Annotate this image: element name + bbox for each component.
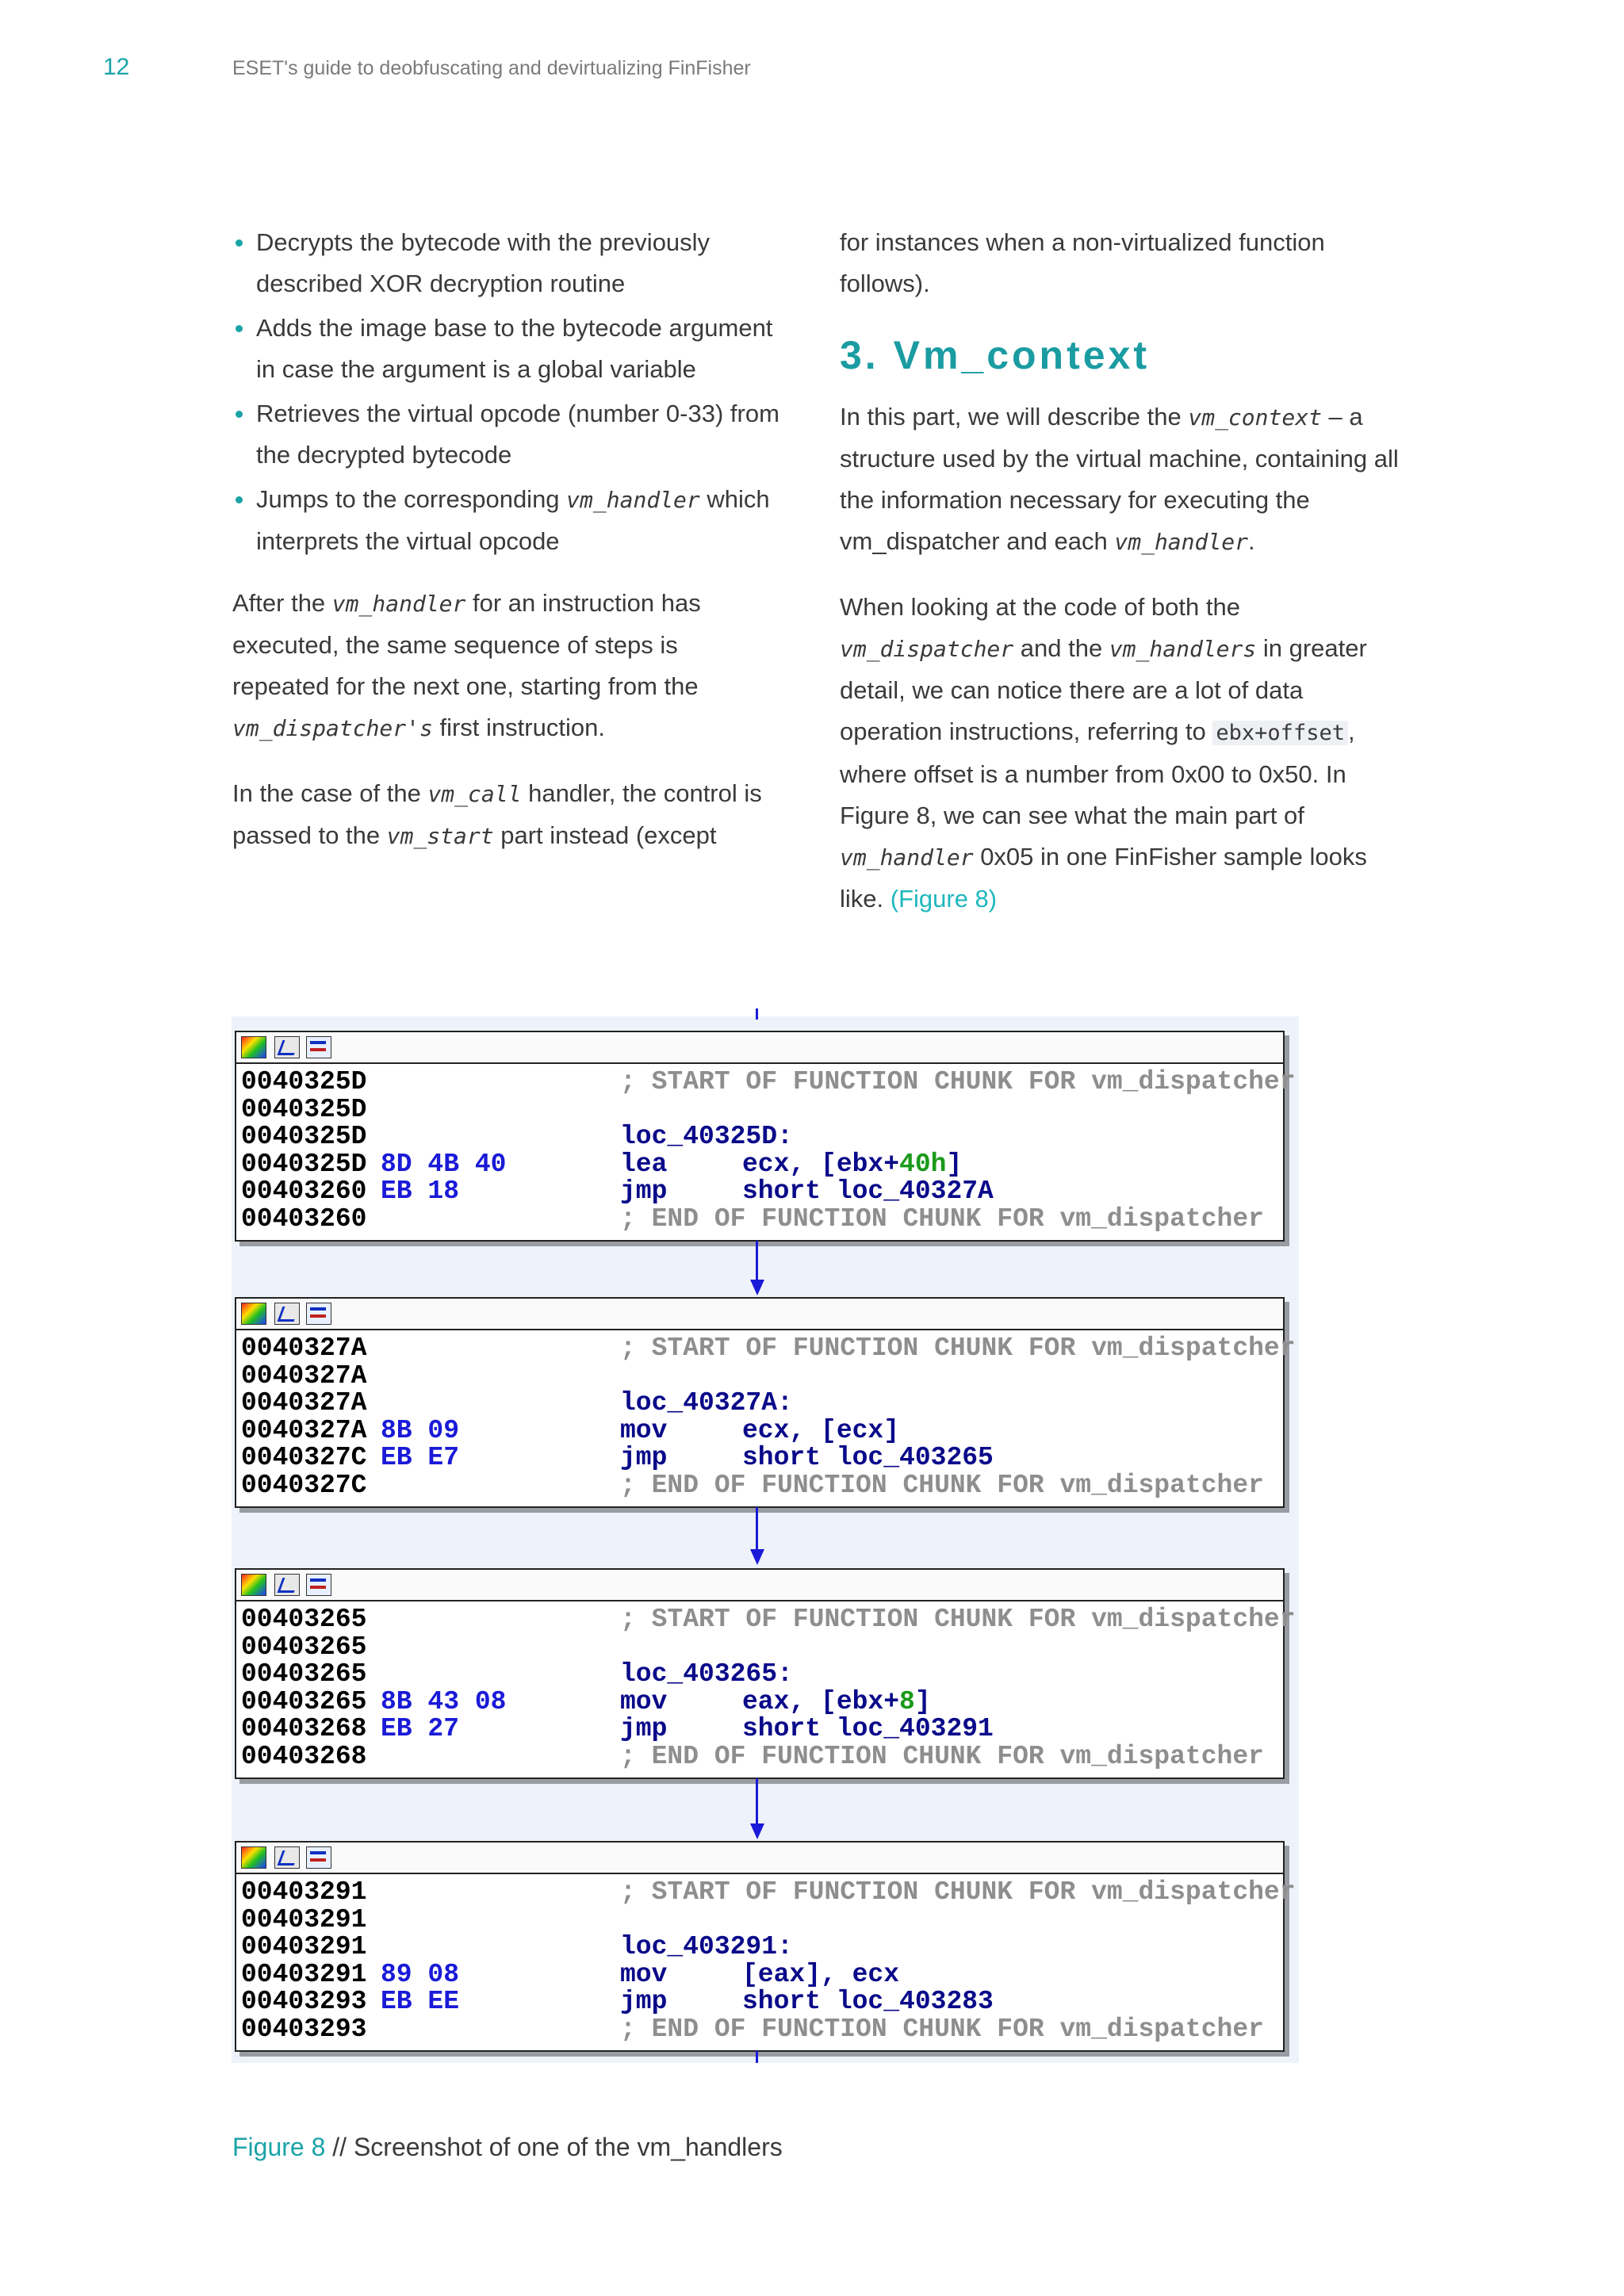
list-item: Jumps to the corresponding vm_handler which interprets the virtual opcode: [232, 479, 779, 562]
code-block[interactable]: [235, 1568, 1296, 1779]
section-heading: 3. Vm_context: [840, 333, 1151, 377]
code-line: 0040325D ; START OF FUNCTION CHUNK FOR vm_dispatcher: [241, 1067, 1296, 1096]
paragraph: for instances when a non-virtualized function follows).: [840, 228, 1325, 297]
code-line: 00403260 EB 18 jmp short loc_40327A: [241, 1177, 994, 1206]
figure-caption: Figure 8 // Screenshot of one of the vm_handlers: [232, 2133, 783, 2161]
right-column: [840, 222, 1407, 943]
graph-edge: [756, 1241, 758, 1282]
graph-view-icon[interactable]: [306, 1303, 331, 1325]
figure-link[interactable]: (Figure 8): [890, 885, 998, 913]
running-title: ESET's guide to deobfuscating and devirtualizing FinFisher: [232, 57, 751, 79]
block-toolbar: [236, 1843, 1283, 1874]
step-list: [232, 222, 779, 562]
arrow-down-icon: [750, 1280, 764, 1295]
code-block[interactable]: [235, 1841, 1296, 2052]
arrow-down-icon: [750, 1549, 764, 1565]
color-palette-icon[interactable]: [241, 1036, 266, 1058]
block-toolbar: [236, 1299, 1283, 1330]
code-line: 00403265 8B 43 08 mov eax, [ebx+8]: [241, 1686, 931, 1716]
paragraph: After the vm_handler for an instruction has executed, the same sequence of steps is repeated for the next one, starting from the vm_dispatcher's first instruction.: [232, 589, 701, 741]
code-line: 00403293 EB EE jmp short loc_403283: [241, 1987, 994, 2016]
color-palette-icon[interactable]: [241, 1574, 266, 1596]
block-toolbar: [236, 1032, 1283, 1064]
block-toolbar: [236, 1570, 1283, 1601]
left-column: [232, 222, 779, 881]
code-line: 00403265 loc_403265:: [241, 1659, 793, 1689]
graph-edge: [756, 1008, 758, 1020]
graph-edge: [756, 1507, 758, 1552]
code-line: 0040327A ; START OF FUNCTION CHUNK FOR vm_dispatcher: [241, 1334, 1296, 1363]
code-line: 00403291 89 08 mov [eax], ecx: [241, 1959, 900, 1989]
graph-view-icon[interactable]: [306, 1846, 331, 1869]
edit-icon[interactable]: [274, 1846, 300, 1869]
code-line: 00403291: [241, 1904, 367, 1934]
paragraph: When looking at the code of both the vm_dispatcher and the vm_handlers in greater detail, we can notice there are a lot of data operation instructions, referring to ebx+offset , where offset is a number from 0x00 to 0x50. In Figure 8, we can see what the main part of vm_handler 0x05 in one FinFisher sample looks like. (Figure 8): [840, 593, 1367, 913]
disassembly-figure: [232, 1016, 1299, 2063]
edit-icon[interactable]: [274, 1036, 300, 1058]
code-line: 0040327C EB E7 jmp short loc_403265: [241, 1443, 994, 1472]
code-line: 00403291 ; START OF FUNCTION CHUNK FOR vm_dispatcher: [241, 1877, 1296, 1907]
code-line: 0040325D: [241, 1094, 367, 1124]
code-line: 0040325D 8D 4B 40 lea ecx, [ebx+40h]: [241, 1149, 963, 1179]
page-number: 12: [103, 54, 130, 80]
code-line: 00403265 ; START OF FUNCTION CHUNK FOR vm_dispatcher: [241, 1605, 1296, 1634]
code-line: 00403260 ; END OF FUNCTION CHUNK FOR vm_dispatcher: [241, 1203, 1264, 1234]
graph-view-icon[interactable]: [306, 1036, 331, 1058]
graph-edge: [756, 1778, 758, 1826]
list-item: Decrypts the bytecode with the previously described XOR decryption routine: [232, 222, 779, 304]
code-line: 00403268 EB 27 jmp short loc_403291: [241, 1714, 994, 1743]
code-line: 0040327A 8B 09 mov ecx, [ecx]: [241, 1415, 900, 1445]
list-item: Adds the image base to the bytecode argument in case the argument is a global variable: [232, 308, 779, 390]
code-block[interactable]: [235, 1031, 1296, 1242]
graph-edge: [756, 2051, 758, 2063]
graph-view-icon[interactable]: [306, 1574, 331, 1596]
code-line: 0040327C ; END OF FUNCTION CHUNK FOR vm_dispatcher: [241, 1470, 1264, 1500]
code-line: 0040325D loc_40325D:: [241, 1122, 793, 1151]
code-line: 0040327A loc_40327A:: [241, 1388, 793, 1418]
code-line: 0040327A: [241, 1360, 367, 1391]
code-line: 00403293 ; END OF FUNCTION CHUNK FOR vm_dispatcher: [241, 2014, 1264, 2044]
list-item: Retrieves the virtual opcode (number 0-33) from the decrypted bytecode: [232, 393, 779, 476]
code-line: 00403265: [241, 1632, 367, 1662]
code-block[interactable]: [235, 1297, 1296, 1508]
code-line: 00403291 loc_403291:: [241, 1932, 793, 1961]
edit-icon[interactable]: [274, 1574, 300, 1596]
arrow-down-icon: [750, 1823, 764, 1839]
color-palette-icon[interactable]: [241, 1303, 266, 1325]
code-line: 00403268 ; END OF FUNCTION CHUNK FOR vm_dispatcher: [241, 1741, 1264, 1771]
paragraph: In the case of the vm_call handler, the control is passed to the vm_start part instead (except: [232, 779, 762, 849]
edit-icon[interactable]: [274, 1303, 300, 1325]
paragraph: In this part, we will describe the vm_context – a structure used by the virtual machine, containing all the information necessary for executing the vm_dispatcher and each vm_handler.: [840, 403, 1399, 555]
color-palette-icon[interactable]: [241, 1846, 266, 1869]
